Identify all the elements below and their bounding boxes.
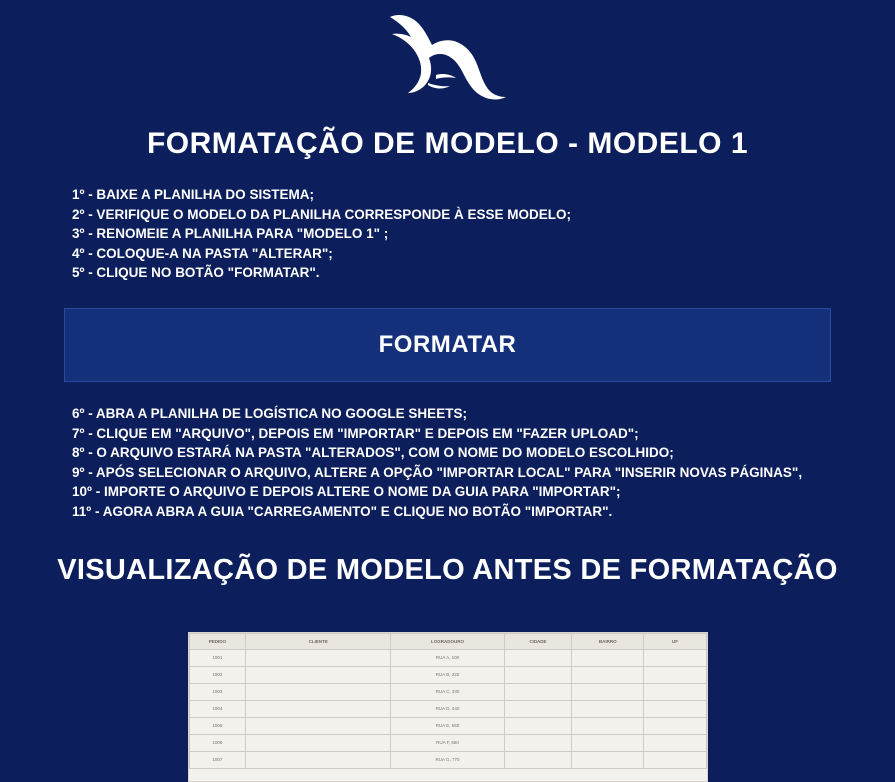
cell: [644, 734, 706, 751]
cell: [644, 751, 706, 768]
cell: 1006: [189, 734, 246, 751]
cell: [504, 734, 571, 751]
fox-logo-icon: [384, 8, 512, 103]
cell: 1007: [189, 751, 246, 768]
preview-section-title: VISUALIZAÇÃO DE MODELO ANTES DE FORMATAÇÃO: [57, 553, 838, 586]
list-item: 6º - ABRA A PLANILHA DE LOGÍSTICA NO GOOGLE SHEETS;: [72, 405, 467, 421]
list-item: 8º - O ARQUIVO ESTARÁ NA PASTA "ALTERADOS", COM O NOME DO MODELO ESCOLHIDO;: [72, 445, 674, 461]
cell: RUA F, 660: [391, 734, 505, 751]
list-item: 4º - COLOQUE-A NA PASTA "ALTERAR";: [72, 245, 333, 261]
cell: RUA B, 220: [391, 666, 505, 683]
cell: [504, 751, 571, 768]
preview-table: [189, 633, 707, 769]
list-item: 7º - CLIQUE EM "ARQUIVO", DEPOIS EM "IMPORTAR" E DEPOIS EM "FAZER UPLOAD";: [72, 425, 639, 441]
cell: [572, 649, 644, 666]
table-row: [189, 683, 706, 700]
cell: [644, 700, 706, 717]
list-item: 2º - VERIFIQUE O MODELO DA PLANILHA CORRESPONDE À ESSE MODELO;: [72, 206, 571, 222]
cell: [246, 717, 391, 734]
cell: [572, 751, 644, 768]
column-header: CIDADE: [504, 633, 571, 649]
list-item: 9º - APÓS SELECIONAR O ARQUIVO, ALTERE A OPÇÃO "IMPORTAR LOCAL" PARA "INSERIR NOVAS PÁGINAS",: [72, 464, 803, 480]
cell: [504, 683, 571, 700]
cell: [644, 717, 706, 734]
column-header: BAIRRO: [572, 633, 644, 649]
cell: [246, 666, 391, 683]
cell: [572, 683, 644, 700]
formatar-button-label: FORMATAR: [378, 330, 517, 358]
cell: RUA A, 100: [391, 649, 505, 666]
cell: [246, 683, 391, 700]
list-item: 11º - AGORA ABRA A GUIA "CARREGAMENTO" E CLIQUE NO BOTÃO "IMPORTAR".: [72, 503, 613, 519]
spreadsheet-preview: [188, 632, 708, 782]
cell: RUA E, 550: [391, 717, 505, 734]
cell: [504, 700, 571, 717]
steps-before-list: [0, 185, 895, 283]
column-header: UF: [644, 633, 706, 649]
cell: 1002: [189, 666, 246, 683]
list-item: 10º - IMPORTE O ARQUIVO E DEPOIS ALTERE O NOME DA GUIA PARA "IMPORTAR";: [72, 484, 621, 500]
cell: [644, 666, 706, 683]
table-row: [189, 734, 706, 751]
cell: [644, 649, 706, 666]
table-row: [189, 751, 706, 768]
table-row: [189, 666, 706, 683]
cell: [246, 700, 391, 717]
cell: RUA C, 330: [391, 683, 505, 700]
cell: [504, 666, 571, 683]
cell: RUA D, 440: [391, 700, 505, 717]
steps-after-list: [0, 404, 895, 522]
cell: [246, 751, 391, 768]
page-title: FORMATAÇÃO DE MODELO - MODELO 1: [146, 127, 749, 160]
column-header: LOGRADOURO: [391, 633, 505, 649]
cell: 1004: [189, 700, 246, 717]
cell: [644, 683, 706, 700]
cell: [504, 717, 571, 734]
column-header: PEDIDO: [189, 633, 246, 649]
cell: 1005: [189, 717, 246, 734]
list-item: 1º - BAIXE A PLANILHA DO SISTEMA;: [72, 187, 314, 202]
table-row: [189, 649, 706, 666]
cell: [572, 717, 644, 734]
table-row: [189, 717, 706, 734]
cell: [572, 734, 644, 751]
list-item: 5º - CLIQUE NO BOTÃO "FORMATAR".: [72, 265, 320, 281]
cell: 1003: [189, 683, 246, 700]
cell: 1001: [189, 649, 246, 666]
cell: [572, 700, 644, 717]
list-item: 3º - RENOMEIE A PLANILHA PARA "MODELO 1" ;: [72, 226, 389, 242]
cell: [572, 666, 644, 683]
cell: [504, 649, 571, 666]
table-header-row: [189, 633, 706, 649]
cell: [246, 734, 391, 751]
formatar-button[interactable]: [64, 308, 831, 382]
cell: RUA G, 770: [391, 751, 505, 768]
table-row: [189, 700, 706, 717]
column-header: CLIENTE: [246, 633, 391, 649]
cell: [246, 649, 391, 666]
